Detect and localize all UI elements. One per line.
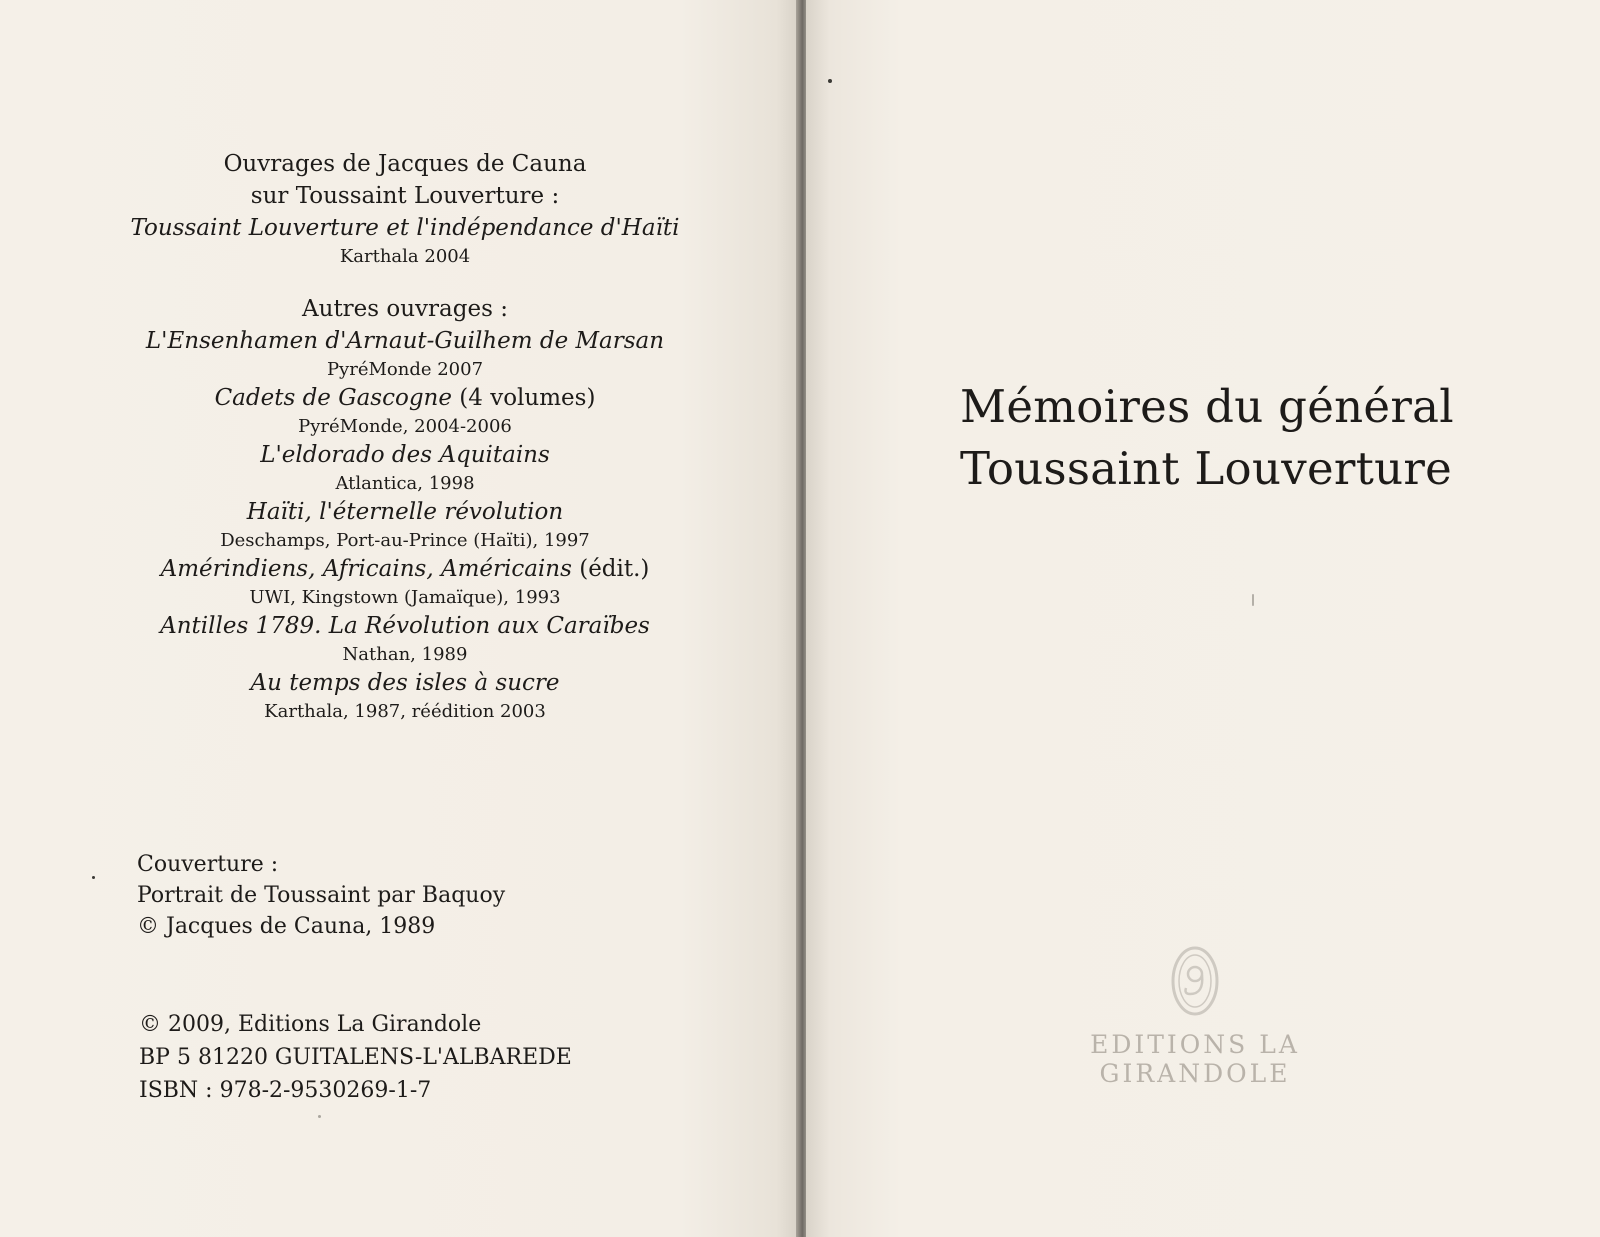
other-work-item	[95, 382, 715, 439]
cover-credit-label: Couverture :	[137, 852, 279, 877]
book-title	[960, 376, 1520, 500]
imprint-isbn: ISBN : 978-2-9530269-1-7	[139, 1078, 432, 1103]
book-title-line1: Mémoires du général	[960, 380, 1454, 433]
other-work-item	[95, 439, 715, 496]
work-title: Haïti, l'éternelle révolution	[246, 499, 564, 525]
louverture-work-publisher: Karthala 2004	[339, 246, 471, 267]
other-work-item	[95, 325, 715, 382]
work-publisher: Deschamps, Port-au-Prince (Haïti), 1997	[220, 530, 590, 551]
work-title: Antilles 1789. La Révolution aux Caraïbes	[160, 613, 650, 639]
louverture-work-title: Toussaint Louverture et l'indépendance d'Haïti	[130, 215, 680, 241]
other-work-item	[95, 667, 715, 724]
works-header-line2: sur Toussaint Louverture :	[250, 183, 560, 209]
paper-speck	[92, 876, 95, 879]
cover-credit-line1: Portrait de Toussaint par Baquoy	[137, 883, 506, 908]
book-title-line2: Toussaint Louverture	[960, 442, 1453, 495]
publisher-name: EDITIONS LA GIRANDOLE	[1090, 1030, 1300, 1088]
paper-speck	[318, 1115, 321, 1118]
work-title: Au temps des isles à sucre	[250, 670, 560, 696]
works-header-line1: Ouvrages de Jacques de Cauna	[223, 151, 587, 177]
works-list	[95, 148, 715, 724]
girandole-g-monogram-icon	[1168, 944, 1222, 1018]
other-work-item	[95, 553, 715, 610]
work-publisher: PyréMonde 2007	[326, 359, 484, 380]
other-work-item	[95, 610, 715, 667]
work-publisher: Karthala, 1987, réédition 2003	[264, 701, 546, 722]
cover-credit-line2: © Jacques de Cauna, 1989	[137, 914, 436, 939]
imprint-address: BP 5 81220 GUITALENS-L'ALBAREDE	[139, 1045, 572, 1070]
imprint	[139, 1008, 699, 1107]
work-publisher: Nathan, 1989	[342, 644, 468, 665]
work-publisher: UWI, Kingstown (Jamaïque), 1993	[249, 587, 561, 608]
imprint-copyright: © 2009, Editions La Girandole	[139, 1012, 482, 1037]
work-title-suffix: (édit.)	[571, 556, 650, 582]
other-works-header: Autres ouvrages :	[302, 296, 508, 322]
cover-credit	[137, 849, 637, 942]
other-work-item	[95, 496, 715, 553]
paper-speck	[1252, 594, 1254, 606]
work-title: Amérindiens, Africains, Américains	[160, 556, 572, 582]
work-publisher: Atlantica, 1998	[335, 473, 475, 494]
work-title-suffix: (4 volumes)	[451, 385, 596, 411]
work-title: Cadets de Gascogne	[214, 385, 452, 411]
work-publisher: PyréMonde, 2004-2006	[298, 416, 512, 437]
paper-speck	[828, 79, 832, 83]
work-title: L'Ensenhamen d'Arnaut-Guilhem de Marsan	[145, 328, 665, 354]
work-title: L'eldorado des Aquitains	[260, 442, 550, 468]
